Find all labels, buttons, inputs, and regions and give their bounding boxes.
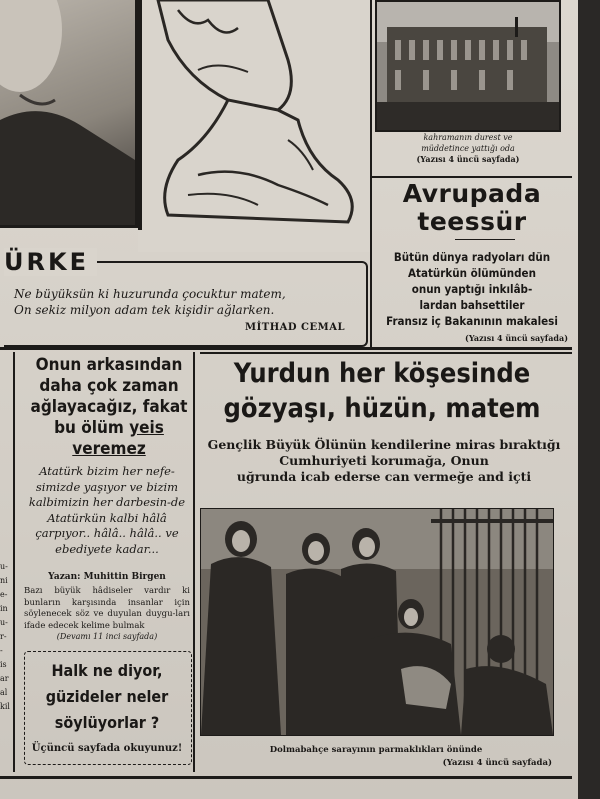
left-article-headline: Onun arkasından daha çok zaman ağlayacağız, fakat bu ölüm yeis veremez <box>30 355 188 459</box>
palace-photo-caption: kahramanın durest ve müddetince yattığı oda (Yazısı 4 üncü sayfada) <box>416 133 520 164</box>
main-photo-caption: Dolmabahçe sarayının parmaklıkları önünde <box>269 745 483 755</box>
palace-photo <box>375 0 561 132</box>
halk-promo-text: Halk ne diyor, güzideler neler söylüyorlar ? <box>45 661 169 732</box>
page-edge <box>578 0 600 799</box>
section-rule <box>0 347 572 350</box>
avrupada-page-ref: (Yazısı 4 üncü sayfada) <box>465 333 568 343</box>
main-article-page-ref: (Yazısı 4 üncü sayfada) <box>442 758 552 768</box>
section-rule <box>200 352 572 354</box>
left-article-author: Yazan: Muhittin Birgen <box>48 572 166 582</box>
portrait-photo <box>0 0 138 228</box>
crowd-at-palace-gates-photo <box>200 508 554 736</box>
main-headline: Yurdun her köşesinde gözyaşı, hüzün, matem <box>223 358 541 424</box>
halk-promo-page-ref: Üçüncü sayfada okuyunuz! <box>31 743 183 754</box>
main-subheadline: Gençlik Büyük Ölünün kendilerine miras bıraktığı Cumhuriyeti korumağa, Onun uğrunda icab ederse can vermeğe and içti <box>207 437 561 484</box>
left-article-body: Bazı büyük hâdiseler vardır ki bunların karşısında insanlar için söylenecek söz ve duyulan duygu-ları ifade edecek kelime bulmak <box>24 586 190 631</box>
left-article-page-ref: (Devamı 11 inci sayfada) <box>56 632 158 641</box>
poet-name: MİTHAD CEMAL <box>245 322 345 333</box>
poem-text: Ne büyüksün ki huzurunda çocuktur matem, On sekiz milyon adam tek kişidir ağlarken. <box>14 287 286 317</box>
avrupada-headline: Avrupada teessür <box>402 179 542 236</box>
left-article-quote: Atatürk bizim her nefe-simizde yaşıyor ve bizim kalbimizin her darbesin-de Atatürkün kalbi hâlâ çarpıyor.. hâlâ.. hâlâ.. ve ebediyete kadar... <box>28 464 186 556</box>
section-rule <box>0 776 572 779</box>
section-rule <box>372 176 572 178</box>
column-rule <box>13 352 15 772</box>
poem-title: ÜRKE <box>4 248 97 276</box>
mourning-figure-illustration <box>138 0 370 252</box>
headline-underline <box>455 239 515 240</box>
cut-column-fragment: u- ni e- in u- r- - is ar al kil <box>0 562 10 711</box>
avrupada-body: Bütün dünya radyoları dün Atatürkün ölümünden onun yaptığı inkılâb- lardan bahsettiler Fransız iç Bakanının makalesi <box>386 250 558 328</box>
